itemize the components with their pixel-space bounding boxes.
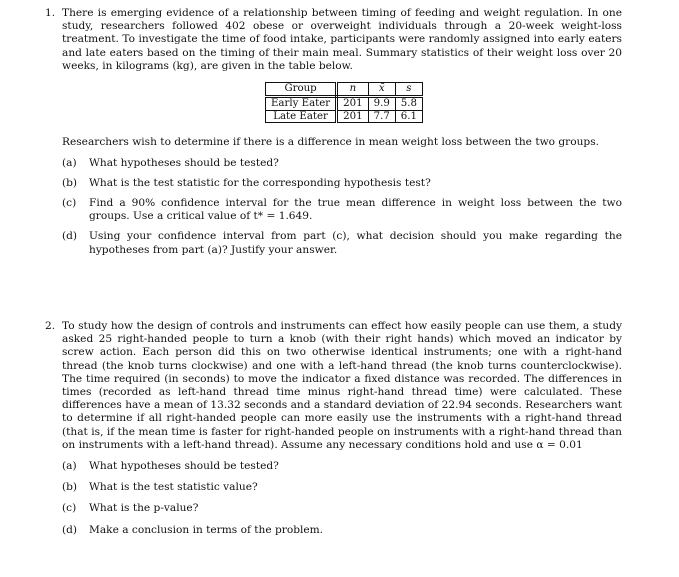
table-row — [266, 110, 423, 123]
problem-2-text: To study how the design of controls and instruments can effect how easily people can use them, a study asked 25 right-handed people to turn a knob (with their right hands) which moved an indicator by screw action. Each person did this on two otherwise identical instruments; one with a right-hand thread (the knob turns clockwise) and one with a left-hand thread (the knob turns counterclockwise). The time required (in seconds) to move the indicator a fixed distance was recorded. The differences in times (recorded as left-hand thread time minus right-hand thread time) were calculated. These differences have a mean of 13.32 seconds and a standard deviation of 22.94 seconds. Researchers want to determine if all right-handed people can more easily use the instruments with a right-hand thread (that is, if the mean time is faster for right-handed people on instruments with a right-hand thread than on instruments with a left-hand thread). Assume any necessary conditions hold and use α = 0.01 — [62, 320, 622, 451]
part-text: What is the test statistic for the corresponding hypothesis test? — [89, 176, 431, 189]
part-text: Using your confidence interval from part (c), what decision should you make regarding the hypotheses from part (a)? Justify your answer. — [89, 230, 622, 256]
problem-1 — [45, 7, 622, 257]
list-item — [62, 481, 622, 494]
part-text: What is the p-value? — [89, 502, 199, 515]
part-label: (c) — [62, 502, 77, 515]
part-label: (c) — [62, 197, 77, 210]
part-label: (b) — [62, 481, 78, 494]
table-header-row — [266, 83, 423, 97]
table-cell-mean: 7.7 — [368, 110, 395, 123]
part-text: Find a 90% confidence interval for the true mean difference in weight loss between the two groups. Use a critical value of t* = 1.649. — [89, 197, 622, 223]
problem-2-number: 2. — [45, 320, 56, 332]
part-label: (a) — [62, 156, 77, 169]
part-text: What hypotheses should be tested? — [89, 460, 279, 473]
list-item — [62, 524, 622, 537]
list-item — [62, 157, 622, 170]
list-item — [62, 460, 622, 473]
list-item — [62, 177, 622, 190]
table-header-mean: x̄ — [368, 83, 395, 97]
part-text: What hypotheses should be tested? — [89, 156, 279, 169]
table-header-group: Group — [266, 83, 337, 97]
table-cell-sd: 5.8 — [395, 96, 422, 110]
table-cell-n: 201 — [337, 110, 368, 123]
table-cell-n: 201 — [337, 96, 368, 110]
part-label: (d) — [62, 230, 78, 243]
table-cell-mean: 9.9 — [368, 96, 395, 110]
part-label: (d) — [62, 523, 78, 536]
problem-1-parts — [62, 157, 622, 257]
list-item — [62, 230, 622, 256]
table-cell-sd: 6.1 — [395, 110, 422, 123]
table-cell-group: Late Eater — [266, 110, 337, 123]
problem-1-question-intro: Researchers wish to determine if there is a difference in mean weight loss between the two groups. — [62, 136, 600, 149]
part-text: Make a conclusion in terms of the problem. — [89, 523, 324, 536]
part-text: What is the test statistic value? — [89, 481, 258, 494]
part-label: (a) — [62, 460, 77, 473]
table-cell-group: Early Eater — [266, 96, 337, 110]
problem-1-text: There is emerging evidence of a relationship between timing of feeding and weight regulation. In one study, researchers followed 402 obese or overweight individuals through a 20-week weight-loss treatment. To investigate the time of food intake, participants were randomly assigned into early eaters and late eaters based on the timing of their main meal. Summary statistics of their weight loss over 20 weeks, in kilograms (kg), are given in the table below. — [62, 7, 622, 72]
problem-2-parts — [62, 460, 622, 537]
table-header-n: n — [337, 83, 368, 97]
problem-1-number: 1. — [45, 7, 56, 19]
table-header-sd: s — [395, 83, 422, 97]
summary-statistics-table — [265, 82, 423, 123]
problem-2 — [45, 320, 622, 537]
part-label: (b) — [62, 176, 78, 189]
table-row — [266, 96, 423, 110]
list-item — [62, 502, 622, 515]
list-item — [62, 197, 622, 223]
